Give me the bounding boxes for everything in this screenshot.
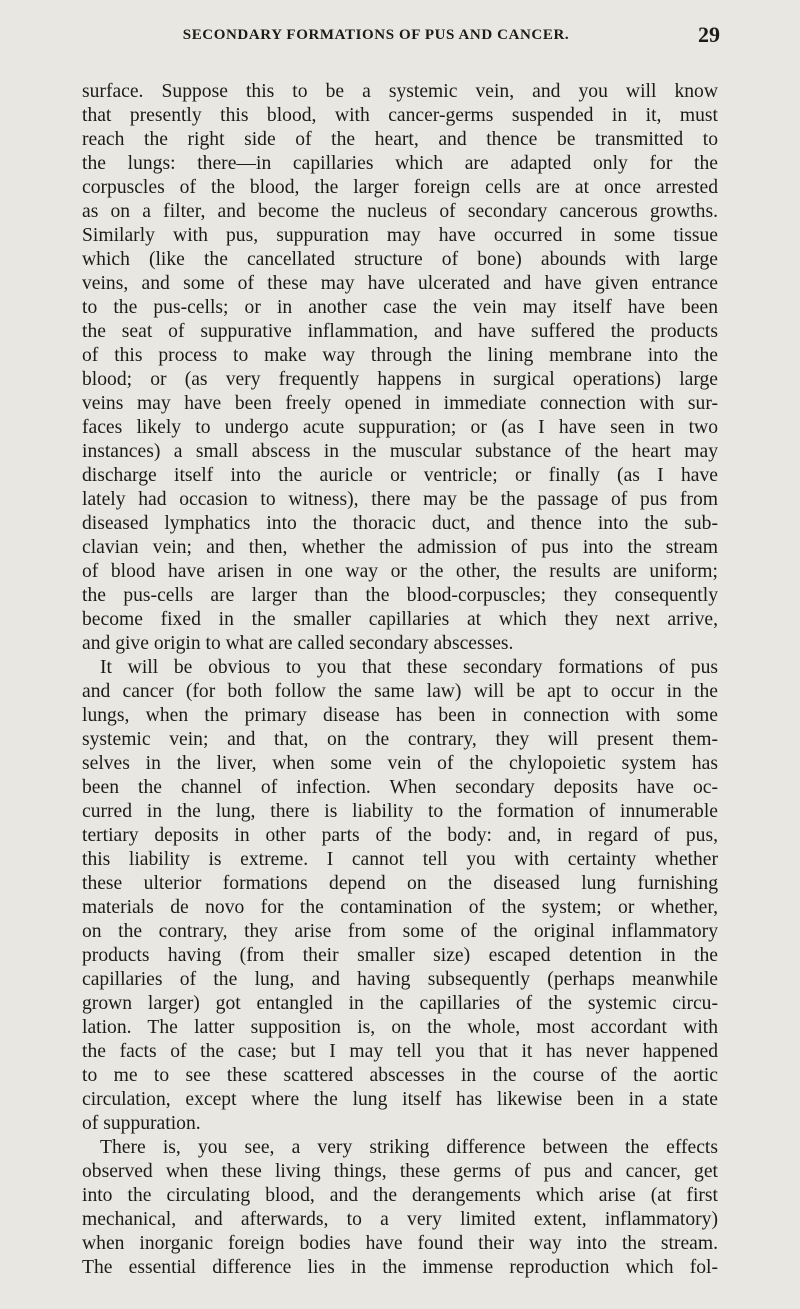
text-line: and cancer (for both follow the same law) will be apt to occur in the	[82, 681, 718, 702]
text-line: lately had occasion to witness), there may be the passage of pus from	[82, 489, 718, 510]
page-number: 29	[698, 22, 720, 47]
text-line: that presently this blood, with cancer-germs suspended in it, must	[82, 105, 718, 126]
text-line: as on a filter, and become the nucleus of secondary cancerous growths.	[82, 201, 718, 222]
text-line: of this process to make way through the lining membrane into the	[82, 345, 718, 366]
text-line: the facts of the case; but I may tell you that it has never happened	[82, 1041, 718, 1062]
text-line: instances) a small abscess in the muscular substance of the heart may	[82, 441, 718, 462]
text-line: to the pus-cells; or in another case the vein may itself have been	[82, 297, 718, 318]
text-line: to me to see these scattered abscesses in the course of the aortic	[82, 1065, 718, 1086]
text-line: veins, and some of these may have ulcerated and have given entrance	[82, 273, 718, 294]
text-line: circulation, except where the lung itself has likewise been in a state	[82, 1089, 718, 1110]
text-line: on the contrary, they arise from some of the original inflammatory	[82, 921, 718, 942]
text-line: tertiary deposits in other parts of the body: and, in regard of pus,	[82, 825, 718, 846]
text-line: this liability is extreme. I cannot tell you with certainty whether	[82, 849, 718, 870]
text-line: diseased lymphatics into the thoracic duct, and thence into the sub-	[82, 513, 718, 534]
text-line: surface. Suppose this to be a systemic vein, and you will know	[82, 81, 718, 102]
text-line: the seat of suppurative inflammation, and have suffered the products	[82, 321, 718, 342]
text-line: of suppuration.	[82, 1113, 201, 1134]
text-line: materials de novo for the contamination of the system; or whether,	[82, 897, 718, 918]
text-line: the lungs: there—in capillaries which are adapted only for the	[82, 153, 718, 174]
text-line: reach the right side of the heart, and thence be transmitted to	[82, 129, 718, 150]
text-line: these ulterior formations depend on the diseased lung furnishing	[82, 873, 718, 894]
text-line: corpuscles of the blood, the larger foreign cells are at once arrested	[82, 177, 718, 198]
text-line: and give origin to what are called secondary abscesses.	[82, 633, 514, 654]
text-line: systemic vein; and that, on the contrary, they will present them-	[82, 729, 718, 750]
text-line: of blood have arisen in one way or the other, the results are uniform;	[82, 561, 718, 582]
text-line: when inorganic foreign bodies have found their way into the stream.	[82, 1233, 718, 1254]
text-line: faces likely to undergo acute suppuration; or (as I have seen in two	[82, 417, 718, 438]
text-line: There is, you see, a very striking difference between the effects	[100, 1137, 718, 1158]
text-line: It will be obvious to you that these secondary formations of pus	[100, 657, 718, 678]
text-line: products having (from their smaller size) escaped detention in the	[82, 945, 718, 966]
text-line: lation. The latter supposition is, on the whole, most accordant with	[82, 1017, 718, 1038]
text-line: curred in the lung, there is liability to the formation of innumerable	[82, 801, 718, 822]
text-line: capillaries of the lung, and having subsequently (perhaps meanwhile	[82, 969, 718, 990]
text-line: grown larger) got entangled in the capillaries of the systemic circu-	[82, 993, 718, 1014]
text-line: discharge itself into the auricle or ventricle; or finally (as I have	[82, 465, 718, 486]
text-line: observed when these living things, these germs of pus and cancer, get	[82, 1161, 718, 1182]
body-text	[82, 80, 718, 1280]
text-line: veins may have been freely opened in immediate connection with sur-	[82, 393, 718, 414]
text-line: into the circulating blood, and the derangements which arise (at first	[82, 1185, 718, 1206]
text-line: mechanical, and afterwards, to a very limited extent, inflammatory)	[82, 1209, 718, 1230]
text-line: lungs, when the primary disease has been in connection with some	[82, 705, 718, 726]
text-line: blood; or (as very frequently happens in surgical operations) large	[82, 369, 718, 390]
text-line: The essential difference lies in the immense reproduction which fol-	[82, 1257, 718, 1278]
running-head: SECONDARY FORMATIONS OF PUS AND CANCER.	[182, 27, 570, 43]
text-line: the pus-cells are larger than the blood-corpuscles; they consequently	[82, 585, 718, 606]
text-line: which (like the cancellated structure of bone) abounds with large	[82, 249, 718, 270]
text-line: been the channel of infection. When secondary deposits have oc-	[82, 777, 718, 798]
page-header	[82, 22, 720, 52]
text-line: clavian vein; and then, whether the admission of pus into the stream	[82, 537, 718, 558]
text-line: Similarly with pus, suppuration may have occurred in some tissue	[82, 225, 718, 246]
text-line: become fixed in the smaller capillaries at which they next arrive,	[82, 609, 718, 630]
text-line: selves in the liver, when some vein of the chylopoietic system has	[82, 753, 718, 774]
